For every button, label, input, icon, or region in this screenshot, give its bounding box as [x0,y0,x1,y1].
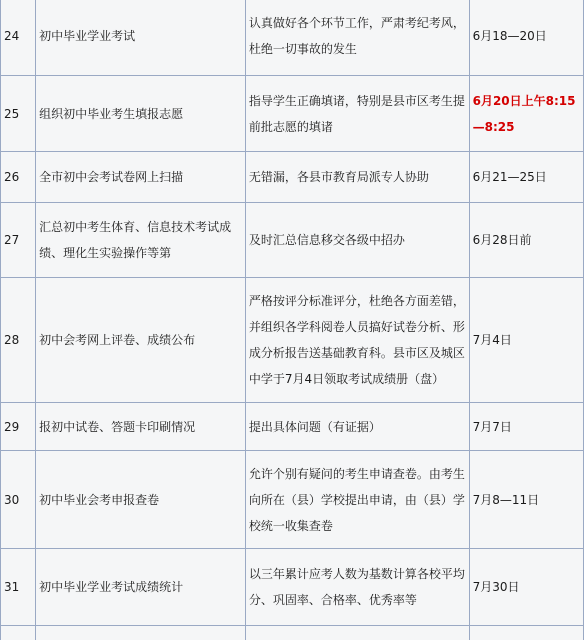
date-cell: 6月18—20日 [470,0,583,75]
row-number: 26 [1,152,35,202]
date-cell: 7月8—11日 [470,451,583,548]
requirement-cell: 严格按评分标准评分，杜绝各方面差错，并组织各学科阅卷人员搞好试卷分析、形成分析报告送基础教育科。县市区及城区中学于7月4日领取考试成绩册（盘） [246,278,469,402]
task-cell: 组织初中毕业考生填报志愿 [36,76,245,151]
task-cell: 初中毕业会考申报查卷 [36,451,245,548]
requirement-cell: 提出具体问题（有证据） [246,403,469,450]
table-row [1,203,583,277]
date-cell: 6月21—25日 [470,152,583,202]
row-number: 30 [1,451,35,548]
requirement-cell: 以三年累计应考人数为基数计算各校平均分、巩固率、合格率、优秀率等 [246,549,469,625]
table-row [1,549,583,625]
requirement-cell: 允许个别有疑问的考生申请查卷。由考生向所在（县）学校提出申请，由（县）学校统一收集查卷 [246,451,469,548]
requirement-cell: 无错漏，各县市教育局派专人协助 [246,152,469,202]
task-cell: 初中毕业学业考试成绩统计 [36,549,245,625]
task-cell: 初中会考网上评卷、成绩公布 [36,278,245,402]
task-cell: 全市初中会考试卷网上扫描 [36,152,245,202]
task-cell: 报初中试卷、答题卡印刷情况 [36,403,245,450]
requirement-cell: 指导学生正确填诸，特别是县市区考生提前批志愿的填诸 [246,76,469,151]
requirement-cell: 及时汇总信息移交各级中招办 [246,203,469,277]
requirement-cell: 认真做好各个环节工作，严肃考纪考风，杜绝一切事故的发生 [246,0,469,75]
table-row-partial [1,626,583,640]
row-number: 25 [1,76,35,151]
row-number: 24 [1,0,35,75]
date-cell-highlighted: 6月20日上午8:15—8:25 [470,76,583,151]
date-cell: 7月4日 [470,278,583,402]
task-cell: 汇总初中考生体育、信息技术考试成绩、理化生实验操作等第 [36,203,245,277]
table-row [1,403,583,450]
row-number: 27 [1,203,35,277]
table-row [1,451,583,548]
table-row [1,0,583,75]
table-row [1,152,583,202]
table-row [1,278,583,402]
date-cell: 6月28日前 [470,203,583,277]
table-row [1,76,583,151]
row-number: 31 [1,549,35,625]
row-number: 29 [1,403,35,450]
row-number: 28 [1,278,35,402]
date-cell: 7月7日 [470,403,583,450]
date-cell: 7月30日 [470,549,583,625]
task-cell: 初中毕业学业考试 [36,0,245,75]
